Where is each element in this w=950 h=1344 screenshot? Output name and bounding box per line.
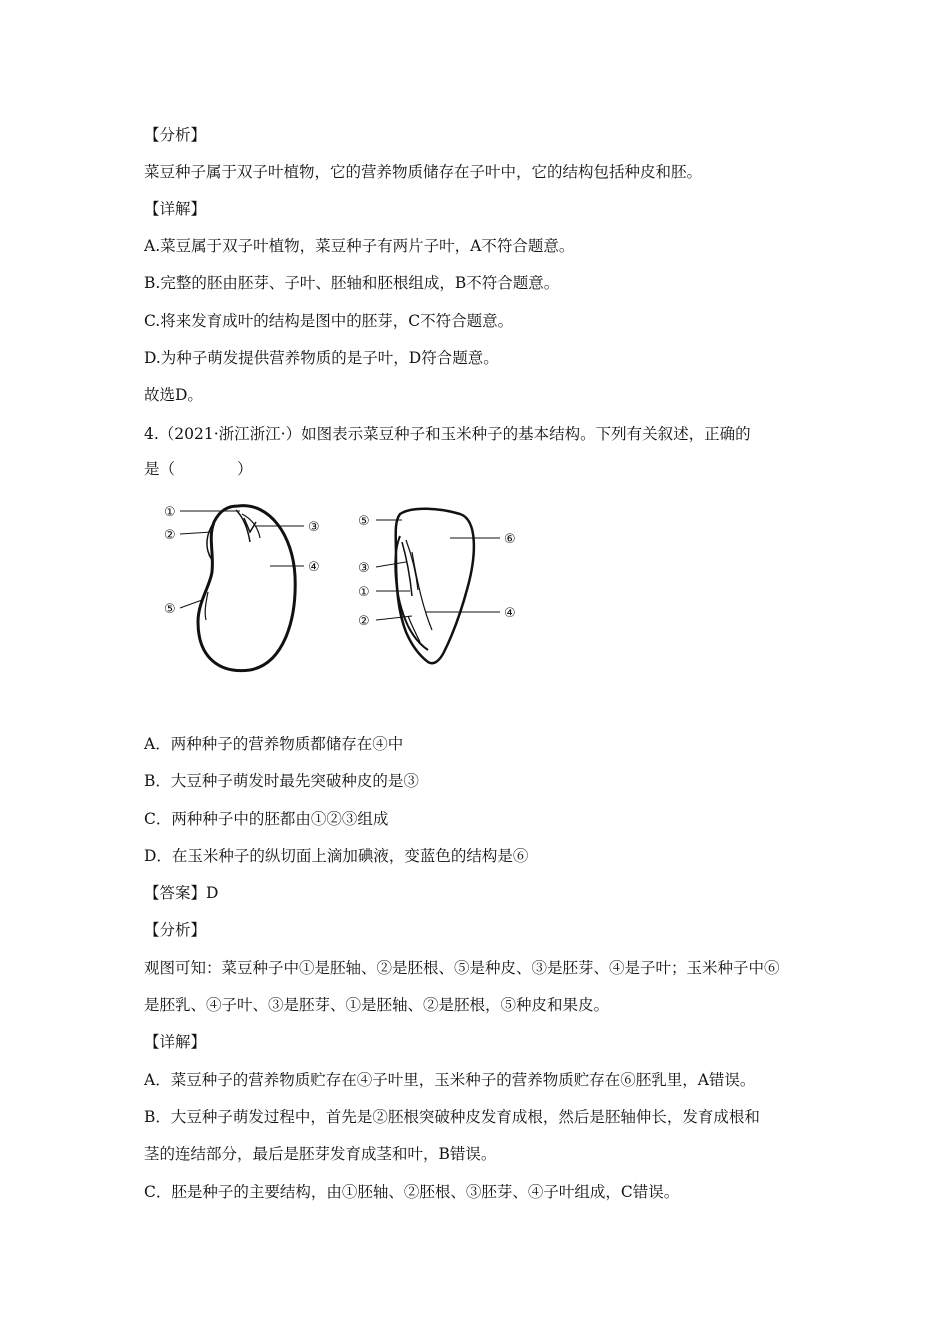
- corn-label-2: ②: [358, 614, 370, 629]
- corn-seed-drawing: [376, 509, 500, 664]
- bean-label-2: ②: [164, 528, 176, 543]
- detail-b-cont: 茎的连结部分，最后是胚芽发育成茎和叶，B错误。: [144, 1145, 497, 1163]
- choice-c: C．两种种子中的胚都由①②③组成: [144, 810, 389, 828]
- question-4-text: 4.（2021·浙江浙江·）如图表示菜豆种子和玉米种子的基本结构。下列有关叙述，正确的: [144, 425, 751, 443]
- analysis-text-1: 观图可知：菜豆种子中①是胚轴、②是胚根、⑤是种皮、③是胚芽、④是子叶；玉米种子中⑥: [144, 959, 780, 977]
- option-a-explanation: A.菜豆属于双子叶植物，菜豆种子有两片子叶，A不符合题意。: [144, 237, 575, 255]
- question-4-text-cont: 是（ ）: [144, 460, 253, 478]
- bean-label-3: ③: [308, 520, 320, 535]
- analysis-text-2: 是胚乳、④子叶、③是胚芽、①是胚轴、②是胚根，⑤种皮和果皮。: [144, 996, 610, 1014]
- corn-label-3: ③: [358, 561, 370, 576]
- answer-choice-line: 故选D。: [144, 386, 203, 404]
- heading-detail-2: 【详解】: [144, 1033, 207, 1051]
- choice-d: D．在玉米种子的纵切面上滴加碘液，变蓝色的结构是⑥: [144, 847, 529, 865]
- seed-structure-figure: [150, 496, 530, 678]
- corn-label-1: ①: [358, 585, 370, 600]
- option-c-explanation: C.将来发育成叶的结构是图中的胚芽，C不符合题意。: [144, 312, 514, 330]
- heading-analysis-2: 【分析】: [144, 921, 207, 939]
- heading-analysis-1: 【分析】: [144, 126, 207, 144]
- option-d-explanation: D.为种子萌发提供营养物质的是子叶，D符合题意。: [144, 349, 499, 367]
- detail-b: B．大豆种子萌发过程中，首先是②胚根突破种皮发育成根，然后是胚轴伸长，发育成根和: [144, 1108, 760, 1126]
- heading-detail-1: 【详解】: [144, 200, 207, 218]
- choice-b: B．大豆种子萌发时最先突破种皮的是③: [144, 772, 419, 790]
- corn-label-5: ⑤: [358, 514, 370, 529]
- answer-line: 【答案】D: [144, 884, 219, 902]
- detail-c: C．胚是种子的主要结构，由①胚轴、②胚根、③胚芽、④子叶组成，C错误。: [144, 1183, 680, 1201]
- corn-label-6: ⑥: [504, 532, 516, 547]
- bean-label-5: ⑤: [164, 602, 176, 617]
- detail-a: A．菜豆种子的营养物质贮存在④子叶里，玉米种子的营养物质贮存在⑥胚乳里，A错误。: [144, 1071, 756, 1089]
- corn-label-4: ④: [504, 606, 516, 621]
- option-b-explanation: B.完整的胚由胚芽、子叶、胚轴和胚根组成，B不符合题意。: [144, 274, 560, 292]
- bean-seed-drawing: [180, 506, 304, 671]
- bean-label-4: ④: [308, 560, 320, 575]
- choice-a: A．两种种子的营养物质都储存在④中: [144, 735, 404, 753]
- text-line: 菜豆种子属于双子叶植物，它的营养物质储存在子叶中，它的结构包括种皮和胚。: [144, 163, 703, 181]
- bean-label-1: ①: [164, 505, 176, 520]
